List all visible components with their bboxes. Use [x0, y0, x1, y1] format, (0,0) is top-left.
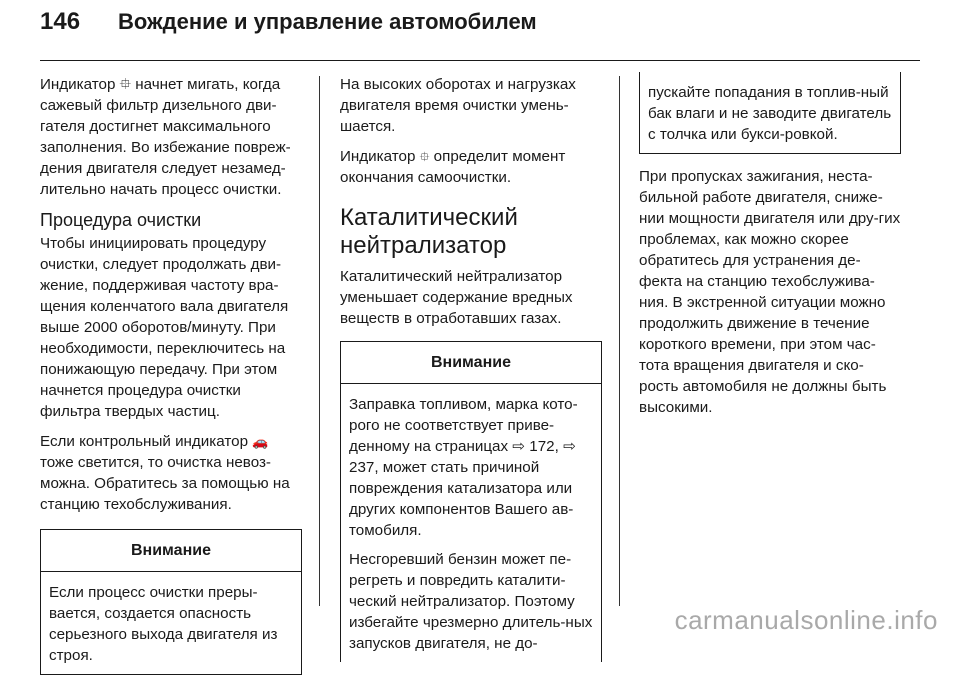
paragraph: Чтобы инициировать процедуру очистки, следует продолжать дви-жение, поддерживая частоту вра-щения коленчатого вала двигателя выше 2000 оборотов/минуту. При необходимости, переключитесь на понижающую передачу. При этом начнется процедура очистки фильтра твердых частиц.: [40, 235, 289, 420]
paragraph: При пропусках зажигания, неста-бильной работе двигателя, сниже-нии мощности двигателя или дру-гих проблемах, как можно скорее обратитесь для устранения де-фекта на станцию техобслужива-ния. В экстренной ситуации можно продолжить движение в течение короткого времени, при этом час-тота вращения двигателя и ско-рость автомобиля не должны быть высокими.: [639, 168, 901, 416]
page-title: Вождение и управление автомобилем: [118, 9, 537, 34]
column-3: [639, 72, 901, 427]
engine-icon: 🚗: [252, 434, 269, 449]
warning-text: Несгоревший бензин может пе-регреть и повредить каталити-ческий нейтрализатор. Поэтому избегайте чрезмерно длитель-ных запусков двигателя, не до-: [349, 551, 593, 652]
warning-text: Если процесс очистки преры-вается, создается опасность серьезного выхода двигателя из строя.: [49, 584, 278, 664]
page-header: [0, 0, 960, 58]
section-heading: Каталитический нейтрализатор: [340, 204, 518, 259]
paragraph-text: тоже светится, то очистка невоз-можна. Обратитесь за помощью на станцию техобслуживания.: [40, 454, 290, 513]
paragraph: Индикатор ⯐ начнет мигать, когда сажевый фильтр дизельного дви-гателя достигнет максимального заполнения. Во избежание повреж-дения двигателя следует незамед-лительно начать процесс очистки.: [40, 76, 291, 198]
warning-body: [341, 384, 601, 662]
paragraph-text: Индикатор: [340, 148, 416, 165]
arrow-icon: ⇨: [563, 438, 576, 455]
paragraph-text: определит момент окончания самоочистки.: [340, 148, 566, 186]
watermark: carmanualsonline.info: [674, 605, 938, 635]
column-divider-2: [619, 76, 620, 606]
header-rule: [40, 60, 920, 61]
filter-icon: ⯐: [419, 149, 430, 164]
warning-box: [340, 341, 602, 662]
paragraph: На высоких оборотах и нагрузках двигателя время очистки умень-шается.: [340, 76, 576, 135]
page-ref-link[interactable]: 172,: [529, 438, 559, 455]
section-heading: Процедура очистки: [40, 210, 202, 230]
column-1: [40, 74, 302, 675]
column-2: [340, 74, 602, 662]
paragraph: [40, 431, 302, 515]
warning-body: [41, 572, 301, 674]
warning-box: [40, 529, 302, 675]
warning-title: Внимание: [341, 342, 601, 384]
arrow-icon: ⇨: [512, 438, 526, 455]
warning-text-part: может стать причиной повреждения катализатора или других компонентов Вашего ав-томобиля.: [349, 459, 574, 539]
warning-text: пускайте попадания в топлив-ный бак влаги и не заводите двигатель с толчка или букси-ровкой.: [648, 84, 892, 143]
warning-title: Внимание: [41, 530, 301, 572]
paragraph-text: Если контрольный индикатор: [40, 433, 249, 450]
warning-box-continued: [639, 72, 901, 154]
warning-text-part: Заправка топливом, марка кото-рого не соответствует приве-денному на страницах: [349, 396, 578, 455]
paragraph: Каталитический нейтрализатор уменьшает содержание вредных веществ в отработавших газах.: [340, 268, 573, 327]
column-divider-1: [319, 76, 320, 606]
page-ref-link[interactable]: 237,: [349, 459, 379, 476]
paragraph: [340, 146, 602, 188]
page-number: 146: [40, 8, 81, 35]
warning-text: [349, 394, 593, 541]
